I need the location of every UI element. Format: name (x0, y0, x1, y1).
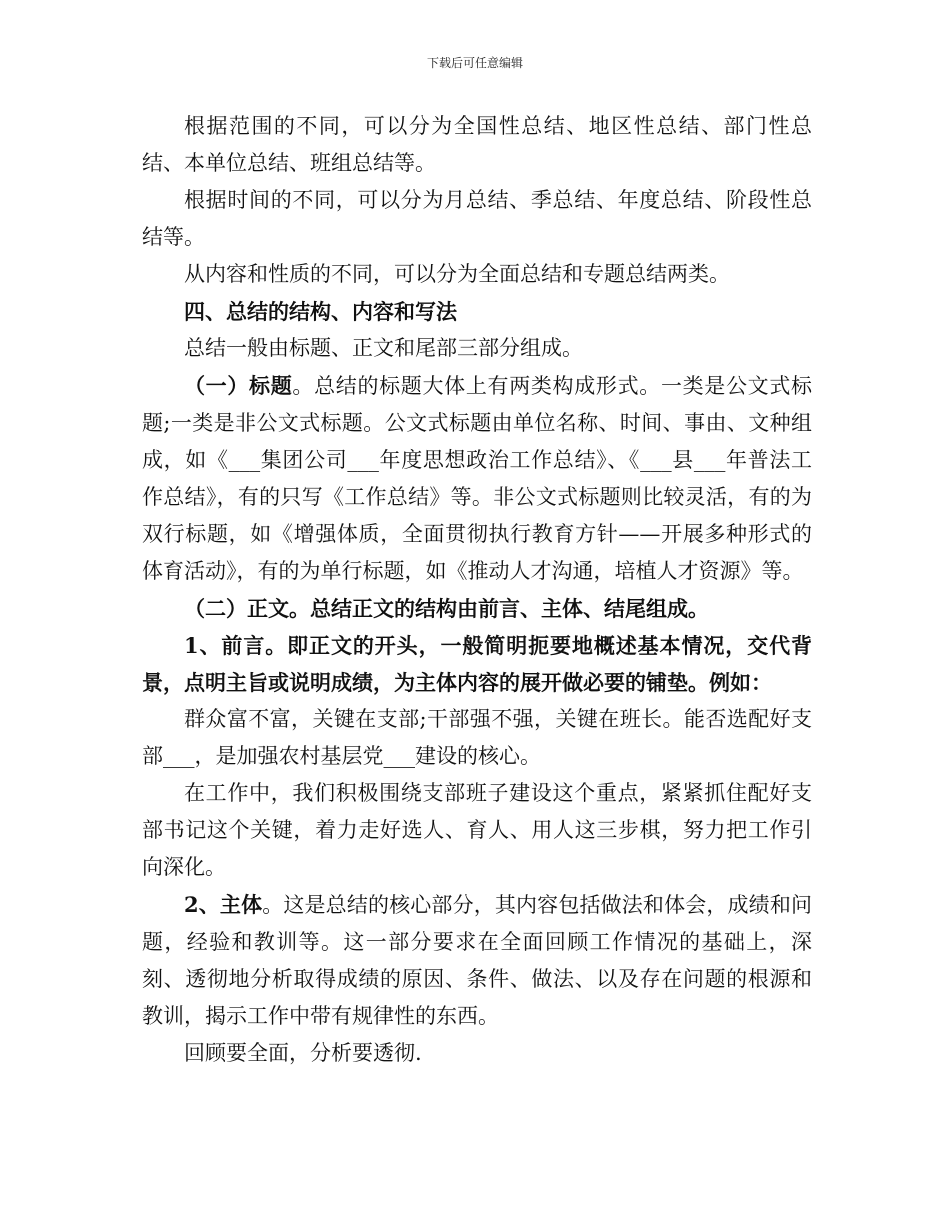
page-header: 下载后可任意编辑 (426, 56, 523, 70)
paragraph (142, 367, 812, 590)
subheading-preface: 1、前言。即正文的开头，一般简明扼要地概述基本情况，交代背景，点明主旨或说明成绩，为主体内容的展开做必要的铺垫。例如： (142, 633, 812, 695)
paragraph: 根据范围的不同，可以分为全国性总结、地区性总结、部门性总结、本单位总结、班组总结等。 (142, 114, 812, 175)
paragraph: 在工作中，我们积极围绕支部班子建设这个重点，紧紧抓住配好支部书记这个关键，着力走好选人、育人、用人这三步棋，努力把工作引向深化。 (142, 781, 812, 879)
paragraph-text: 。这是总结的核心部分，其内容包括做法和体会，成绩和问题，经验和教训等。这一部分要求在全面回顾工作情况的基础上，深刻、透彻地分析取得成绩的原因、条件、做法、以及存在问题的根源和教训，揭示工作中带有规律性的东西。 (142, 893, 812, 1028)
paragraph (142, 886, 812, 1035)
document-body (142, 108, 812, 1072)
paragraph: 回顾要全面，分析要透彻. (184, 1041, 422, 1065)
subheading-title: （一）标题 (184, 373, 293, 398)
paragraph: 总结一般由标题、正文和尾部三部分组成。 (184, 336, 583, 360)
paragraph: 群众富不富，关键在支部;干部强不强，关键在班长。能否选配好支部___，是加强农村基层党___建设的核心。 (142, 707, 812, 768)
paragraph: 从内容和性质的不同，可以分为全面总结和专题总结两类。 (184, 262, 730, 286)
subheading-body: （二）正文。总结正文的结构由前言、主体、结尾组成。 (184, 596, 709, 621)
paragraph-text: 。总结的标题大体上有两类构成形式。一类是公文式标题;一类是非公文式标题。公文式标题由单位名称、时间、事由、文种组成，如《___集团公司___年度思想政治工作总结》、《___县___年普法工作总结》，有的只写《工作总结》等。非公文式标题则比较灵活，有的为双行标题，如《增强体质，全面贯彻执行教育方针——开展多种形式的体育活动》，有的为单行标题，如《推动人才沟通，培植人才资源》等。 (142, 374, 813, 583)
section-heading: 四、总结的结构、内容和写法 (184, 299, 457, 324)
subheading-main: 2、主体 (184, 892, 263, 917)
paragraph: 根据时间的不同，可以分为月总结、季总结、年度总结、阶段性总结等。 (142, 188, 812, 249)
